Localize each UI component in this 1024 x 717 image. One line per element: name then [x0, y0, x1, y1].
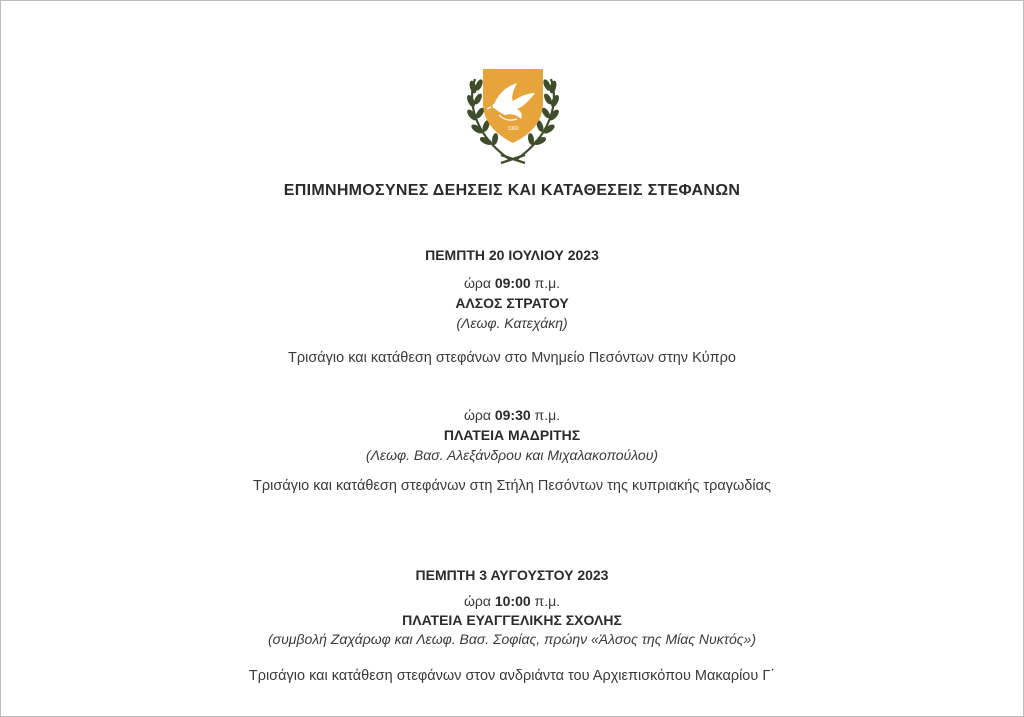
event-description: Τρισάγιο και κατάθεση στεφάνων στη Στήλη Πεσόντων της κυπριακής τραγωδίας	[253, 478, 771, 494]
emblem-year: 1960	[507, 126, 519, 132]
page-title: ΕΠΙΜΝΗΜΟΣΥΝΕΣ ΔΕΗΣΕΙΣ ΚΑΙ ΚΑΤΑΘΕΣΕΙΣ ΣΤΕΦΑΝΩΝ	[283, 182, 741, 199]
event-time: ώρα 10:00 π.μ.	[463, 593, 561, 609]
event-description: Τρισάγιο και κατάθεση στεφάνων στο Μνημείο Πεσόντων στην Κύπρο	[288, 350, 736, 366]
event-address: (Λεωφ. Κατεχάκη)	[456, 315, 568, 331]
event-time: ώρα 09:30 π.μ.	[463, 407, 561, 423]
event-address: (Λεωφ. Βασ. Αλεξάνδρου και Μιχαλακοπούλου)	[365, 447, 659, 463]
event-date: ΠΕΜΠΤΗ 3 ΑΥΓΟΥΣΤΟΥ 2023	[415, 567, 609, 583]
event-address: (συμβολή Ζαχάρωφ και Λεωφ. Βασ. Σοφίας, πρώην «Άλσος της Μίας Νυκτός»)	[267, 631, 757, 647]
event-time: ώρα 09:00 π.μ.	[463, 275, 561, 291]
event-description: Τρισάγιο και κατάθεση στεφάνων στον ανδριάντα του Αρχιεπισκόπου Μακαρίου Γ΄	[248, 668, 776, 684]
event-place: ΠΛΑΤΕΙΑ ΕΥΑΓΓΕΛΙΚΗΣ ΣΧΟΛΗΣ	[402, 612, 622, 628]
event-date: ΠΕΜΠΤΗ 20 ΙΟΥΛΙΟΥ 2023	[425, 247, 599, 263]
cyprus-coat-of-arms-icon	[461, 63, 565, 167]
event-place: ΑΛΣΟΣ ΣΤΡΑΤΟΥ	[455, 295, 569, 311]
event-place: ΠΛΑΤΕΙΑ ΜΑΔΡΙΤΗΣ	[443, 427, 581, 443]
